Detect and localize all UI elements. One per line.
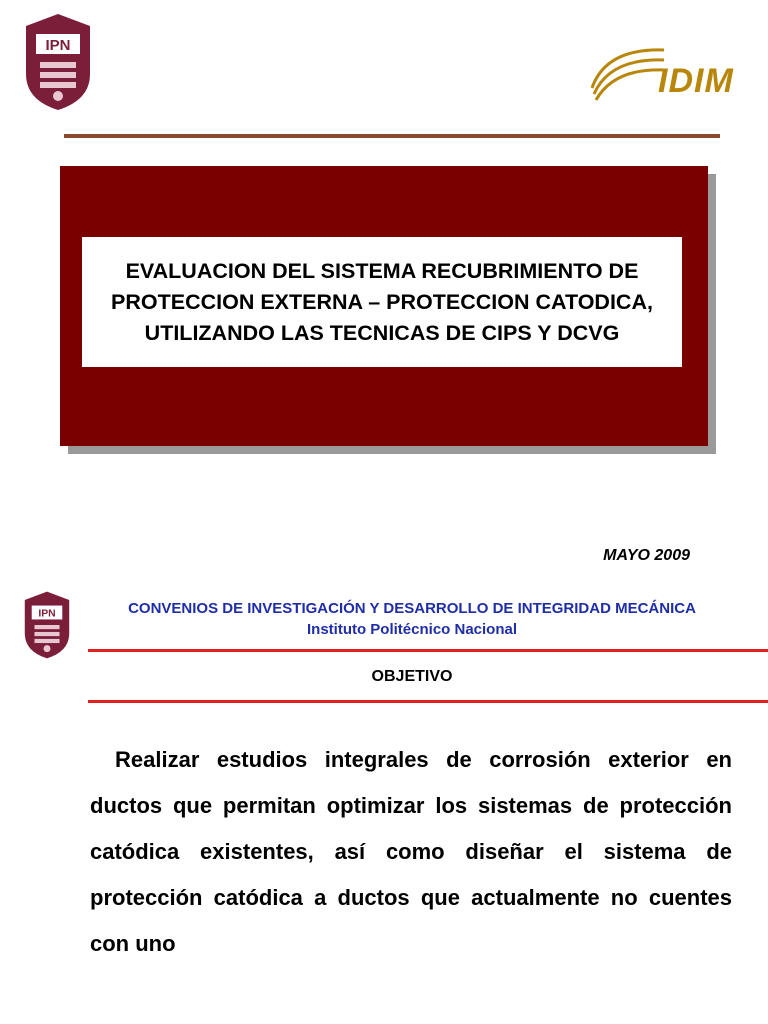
presentation-date: MAYO 2009 <box>603 547 690 564</box>
svg-text:IPN: IPN <box>38 608 56 620</box>
objective-paragraph: Realizar estudios integrales de corrosión exterior en ductos que permitan optimizar los sistemas de protección catódica existentes, así como diseñar el sistema de protección catódica a ductos que actualmente no cuentes con uno <box>90 747 732 956</box>
idim-logo <box>586 38 748 106</box>
idim-wordmark: IDIM <box>658 62 734 100</box>
slide-header-line-1: CONVENIOS DE INVESTIGACIÓN Y DESARROLLO DE INTEGRIDAD MECÁNICA <box>128 600 696 617</box>
header-rule-bottom <box>88 700 768 703</box>
header-rule-top <box>88 649 768 652</box>
section-title: OBJETIVO <box>371 668 453 685</box>
svg-text:IPN: IPN <box>45 37 71 54</box>
ipn-logo-small <box>22 590 72 660</box>
title-card <box>82 237 682 367</box>
ipn-logo <box>22 12 94 112</box>
slide-header-line-2: Instituto Politécnico Nacional <box>306 621 518 638</box>
header-divider <box>64 134 720 138</box>
presentation-title: EVALUACION DEL SISTEMA RECUBRIMIENTO DE PROTECCION EXTERNA – PROTECCION CATODICA, UTILIZANDO LAS TECNICAS DE CIPS Y DCVG <box>111 258 653 345</box>
